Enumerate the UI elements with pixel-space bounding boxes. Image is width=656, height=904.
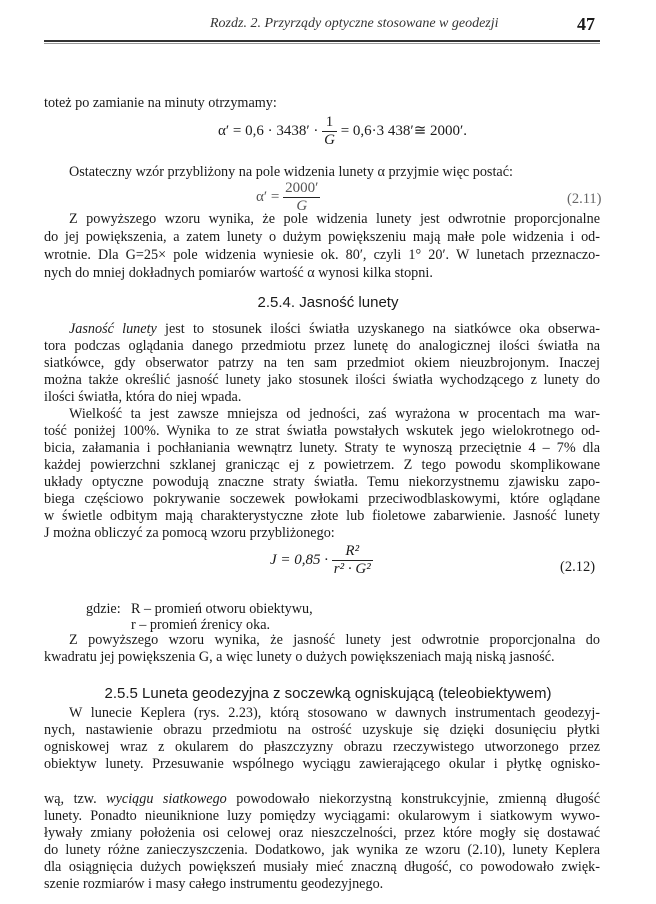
p2-line: tora podczas oglądania danego przedmiotu przez lunetę do analogicznej ilości światła na (44, 338, 600, 354)
formula-2-den: G (296, 198, 308, 214)
para2-line (69, 321, 600, 338)
formula-3-lhs: J = 0,85 · (270, 551, 329, 568)
p3-line: Wielkość ta jest zawsze mniejsza od jedności, zaś wyrażona w procentach ma war- (69, 406, 600, 422)
p4-line: Z powyższego wzoru wynika, że jasność lunety jest odwrotnie proporcjonalna do (69, 632, 600, 648)
where-label: gdzie: (86, 601, 121, 617)
formula-1-rhs: = 0,6·3 438′≅ 2000′. (340, 122, 468, 139)
page-number: 47 (577, 14, 595, 34)
p5b-line: lunety. Ponadto nieuniknione luzy pomiędzy wyciągami: okularowym i siatkowym wywo- (44, 808, 600, 824)
text: jest to stosunek ilości światła uzyskanego na siatkówce oka obserwa- (156, 321, 600, 337)
p3-line: J można obliczyć za pomocą wzoru przybliżonego: (44, 525, 335, 541)
formula-2-lhs: α′ = (256, 188, 280, 205)
where-item: r – promień źrenicy oka. (131, 617, 271, 633)
term-wyciag-siatkowy: wyciągu siatkowego (106, 791, 227, 807)
p2-line: ilości światła, która do niej wpada. (44, 389, 242, 405)
formula-3 (270, 543, 373, 578)
p5b-line: szenie rozmiarów i masy całego instrumentu geodezyjnego. (44, 876, 384, 892)
formula-3-den: r² · G² (333, 561, 371, 577)
p2-line: można także określić jasność lunety jako stosunek ilości światła wychodzącego z lunety do (44, 372, 600, 388)
p1-line: Z powyższego wzoru wynika, że pole widzenia lunety jest odwrotnie proporcjonalne (69, 211, 600, 227)
p5-line: ogniskowej wraz z okularem do płaszczyzny obrazu rzeczywistego utworzonego przez (44, 739, 600, 755)
section-heading-2-5-4: 2.5.4. Jasność lunety (257, 294, 399, 311)
p3-line: bicia, załamania i pochłaniania wewnątrz lunety. Straty te wynoszą przeciętnie 4 – 7% dla (44, 440, 600, 456)
p3-line: biega częściowo pokrywanie soczewek powłokami przeciwodblaskowymi, które oglądane (44, 491, 600, 507)
formula-1-num: 1 (322, 114, 337, 132)
where-item: R – promień otworu obiektywu, (131, 601, 313, 617)
formula-1 (218, 114, 467, 149)
equation-number-2-12: (2.12) (560, 559, 596, 575)
para5-line (44, 791, 600, 808)
running-title: Rozdz. 2. Przyrządy optyczne stosowane w geodezji (210, 16, 499, 31)
p3-line: tość poniżej 100%. Wynika to ze strat światła powstałych wskutek jego wielokrotnego od- (44, 423, 600, 439)
ostateczny-line: Ostateczny wzór przybliżony na pole widzenia lunety α przyjmie więc postać: (69, 164, 513, 180)
p5b-line: dla osiągnięcia dużych powiększeń musiały mieć znaczną długość, co powodowało zwięk- (44, 859, 600, 875)
p5-line: obiektyw lunety. Przesuwanie wspólnego wyciągu zawierającego okular i płytkę ognisko- (44, 756, 600, 772)
p1-line: do jej powiększenia, a zatem lunety o dużym powiększeniu mają małe pole widzenia i od- (44, 229, 600, 245)
header-rule-thin (44, 43, 600, 44)
section-heading-2-5-5: 2.5.5 Luneta geodezyjna z soczewką ogniskującą (teleobiektywem) (104, 685, 552, 702)
p1-line: nych do mniej dokładnych pomiarów wartość α wynosi kilka stopni. (44, 265, 433, 281)
text: wą, tzw. (44, 791, 107, 807)
p5b-line: do lunety różne zanieczyszczenia. Dodatkowo, jak wynika ze wzoru (2.10), lunety Keplera (44, 842, 600, 858)
p5-line: W lunecie Keplera (rys. 2.23), którą stosowano w dawnych instrumentach geodezyj- (69, 705, 600, 721)
formula-2-num: 2000′ (285, 180, 319, 196)
p3-line: w świetle odbitym mają charakterystyczne złote lub fioletowe zabarwienie. Jasność lunety (44, 508, 600, 524)
p1-line: wrotnie. Dla G=25× pole widzenia wyniesie ok. 80′, czyli 1° 20′. W lunetach przeznaczo- (44, 247, 600, 263)
p5-line: nych, nastawienie obrazu przedmiotu na ostrość uzyskuje się dzięki dosunięciu płytki (44, 722, 600, 738)
formula-3-num: R² (332, 543, 373, 561)
formula-2 (256, 180, 320, 215)
p3-line: każdej powierzchni szklanej granicząc ej z powietrzem. Z tego powodu skomplikowane (44, 457, 600, 473)
p5b-line: ływały zmiany położenia osi celowej oraz nieszczelności, przez które mogły się dostawać (44, 825, 600, 841)
term-jasnosc-lunety: Jasność lunety (69, 321, 157, 337)
p2-line: siatkówce, gdy obserwator patrzy na ten sam przedmiot okiem nieuzbrojonym. Inaczej (44, 355, 600, 371)
formula-1-den: G (324, 132, 335, 148)
header-rule (44, 40, 600, 42)
intro-line: toteż po zamianie na minuty otrzymamy: (44, 95, 277, 111)
p3-line: układy optyczne powodują znaczne straty światła. Temu niekorzystnemu zjawisku zapo- (44, 474, 600, 490)
equation-number-2-11: (2.11) (567, 191, 602, 207)
formula-1-lhs: α′ = 0,6 · 3438′ · (218, 122, 319, 139)
p4-line: kwadratu jej powiększenia G, a więc lunety o dużych powiększeniach mają niską jasność. (44, 649, 555, 665)
text: powodowało niekorzystną konstrukcyjnie, zmienną długość (226, 791, 600, 807)
